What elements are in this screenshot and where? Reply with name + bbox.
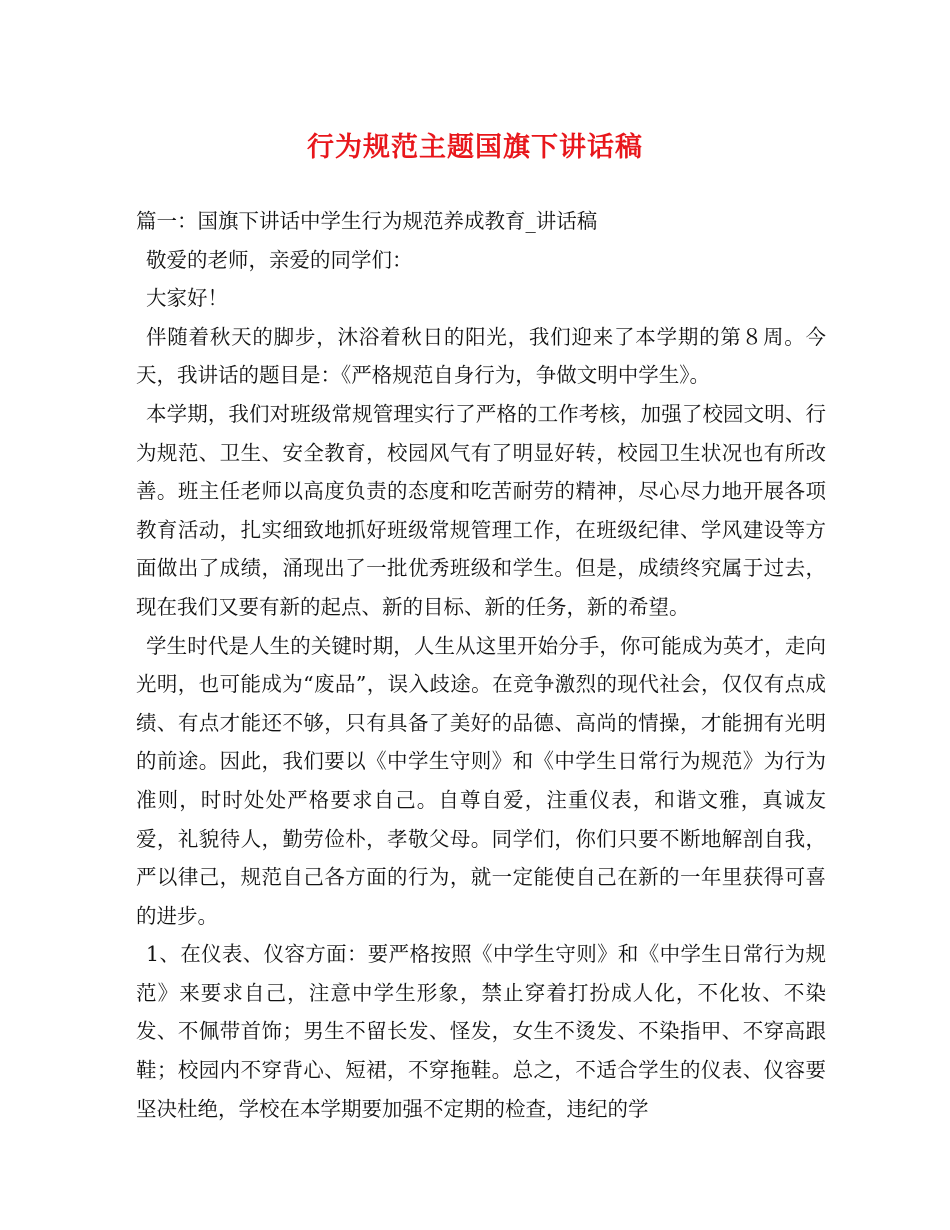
document-body: [136, 202, 826, 1128]
paragraph-semester-review: 本学期，我们对班级常规管理实行了严格的工作考核，加强了校园文明、行为规范、卫生、安全教育，校园风气有了明显好转，校园卫生状况也有所改善。班主任老师以高度负责的态度和吃苦耐劳的精神，尽心尽力地开展各项教育活动，扎实细致地抓好班级常规管理工作，在班级纪律、学风建设等方面做出了成绩，涌现出了一批优秀班级和学生。但是，成绩终究属于过去，现在我们又要有新的起点、新的目标、新的任务，新的希望。: [136, 401, 826, 619]
paragraph-greeting: 大家好！: [146, 286, 228, 311]
section-heading: 篇一：国旗下讲话中学生行为规范养成教育_讲话稿: [136, 209, 598, 233]
paragraph-salutation: 敬爱的老师，亲爱的同学们：: [146, 247, 413, 272]
paragraph-appearance-rules: 1、在仪表、仪容方面：要严格按照《中学生守则》和《中学生日常行为规范》来要求自己，注意中学生形象，禁止穿着打扮成人化，不化妆、不染发、不佩带首饰；男生不留长发、怪发，女生不烫发、不染指甲、不穿高跟鞋；校园内不穿背心、短裙，不穿拖鞋。总之，不适合学生的仪表、仪容要坚决杜绝，学校在本学期要加强不定期的检查，违纪的学: [136, 942, 826, 1121]
document-title: 行为规范主题国旗下讲话稿: [307, 132, 643, 163]
paragraph-student-era: 学生时代是人生的关键时期，人生从这里开始分手，你可能成为英才，走向光明，也可能成为“废品”，误入歧途。在竞争激烈的现代社会，仅仅有点成绩、有点才能还不够，只有具备了美好的品德、高尚的情操，才能拥有光明的前途。因此，我们要以《中学生守则》和《中学生日常行为规范》为行为准则，时时处处严格要求自己。自尊自爱，注重仪表，和谐文雅，真诚友爱，礼貌待人，勤劳俭朴，孝敬父母。同学们，你们只要不断地解剖自我，严以律己，规范自己各方面的行为，就一定能使自己在新的一年里获得可喜的进步。: [136, 633, 826, 928]
paragraph-intro: 伴随着秋天的脚步，沐浴着秋日的阳光，我们迎来了本学期的第８周。今天，我讲话的题目是：《严格规范自身行为，争做文明中学生》。: [136, 324, 826, 388]
